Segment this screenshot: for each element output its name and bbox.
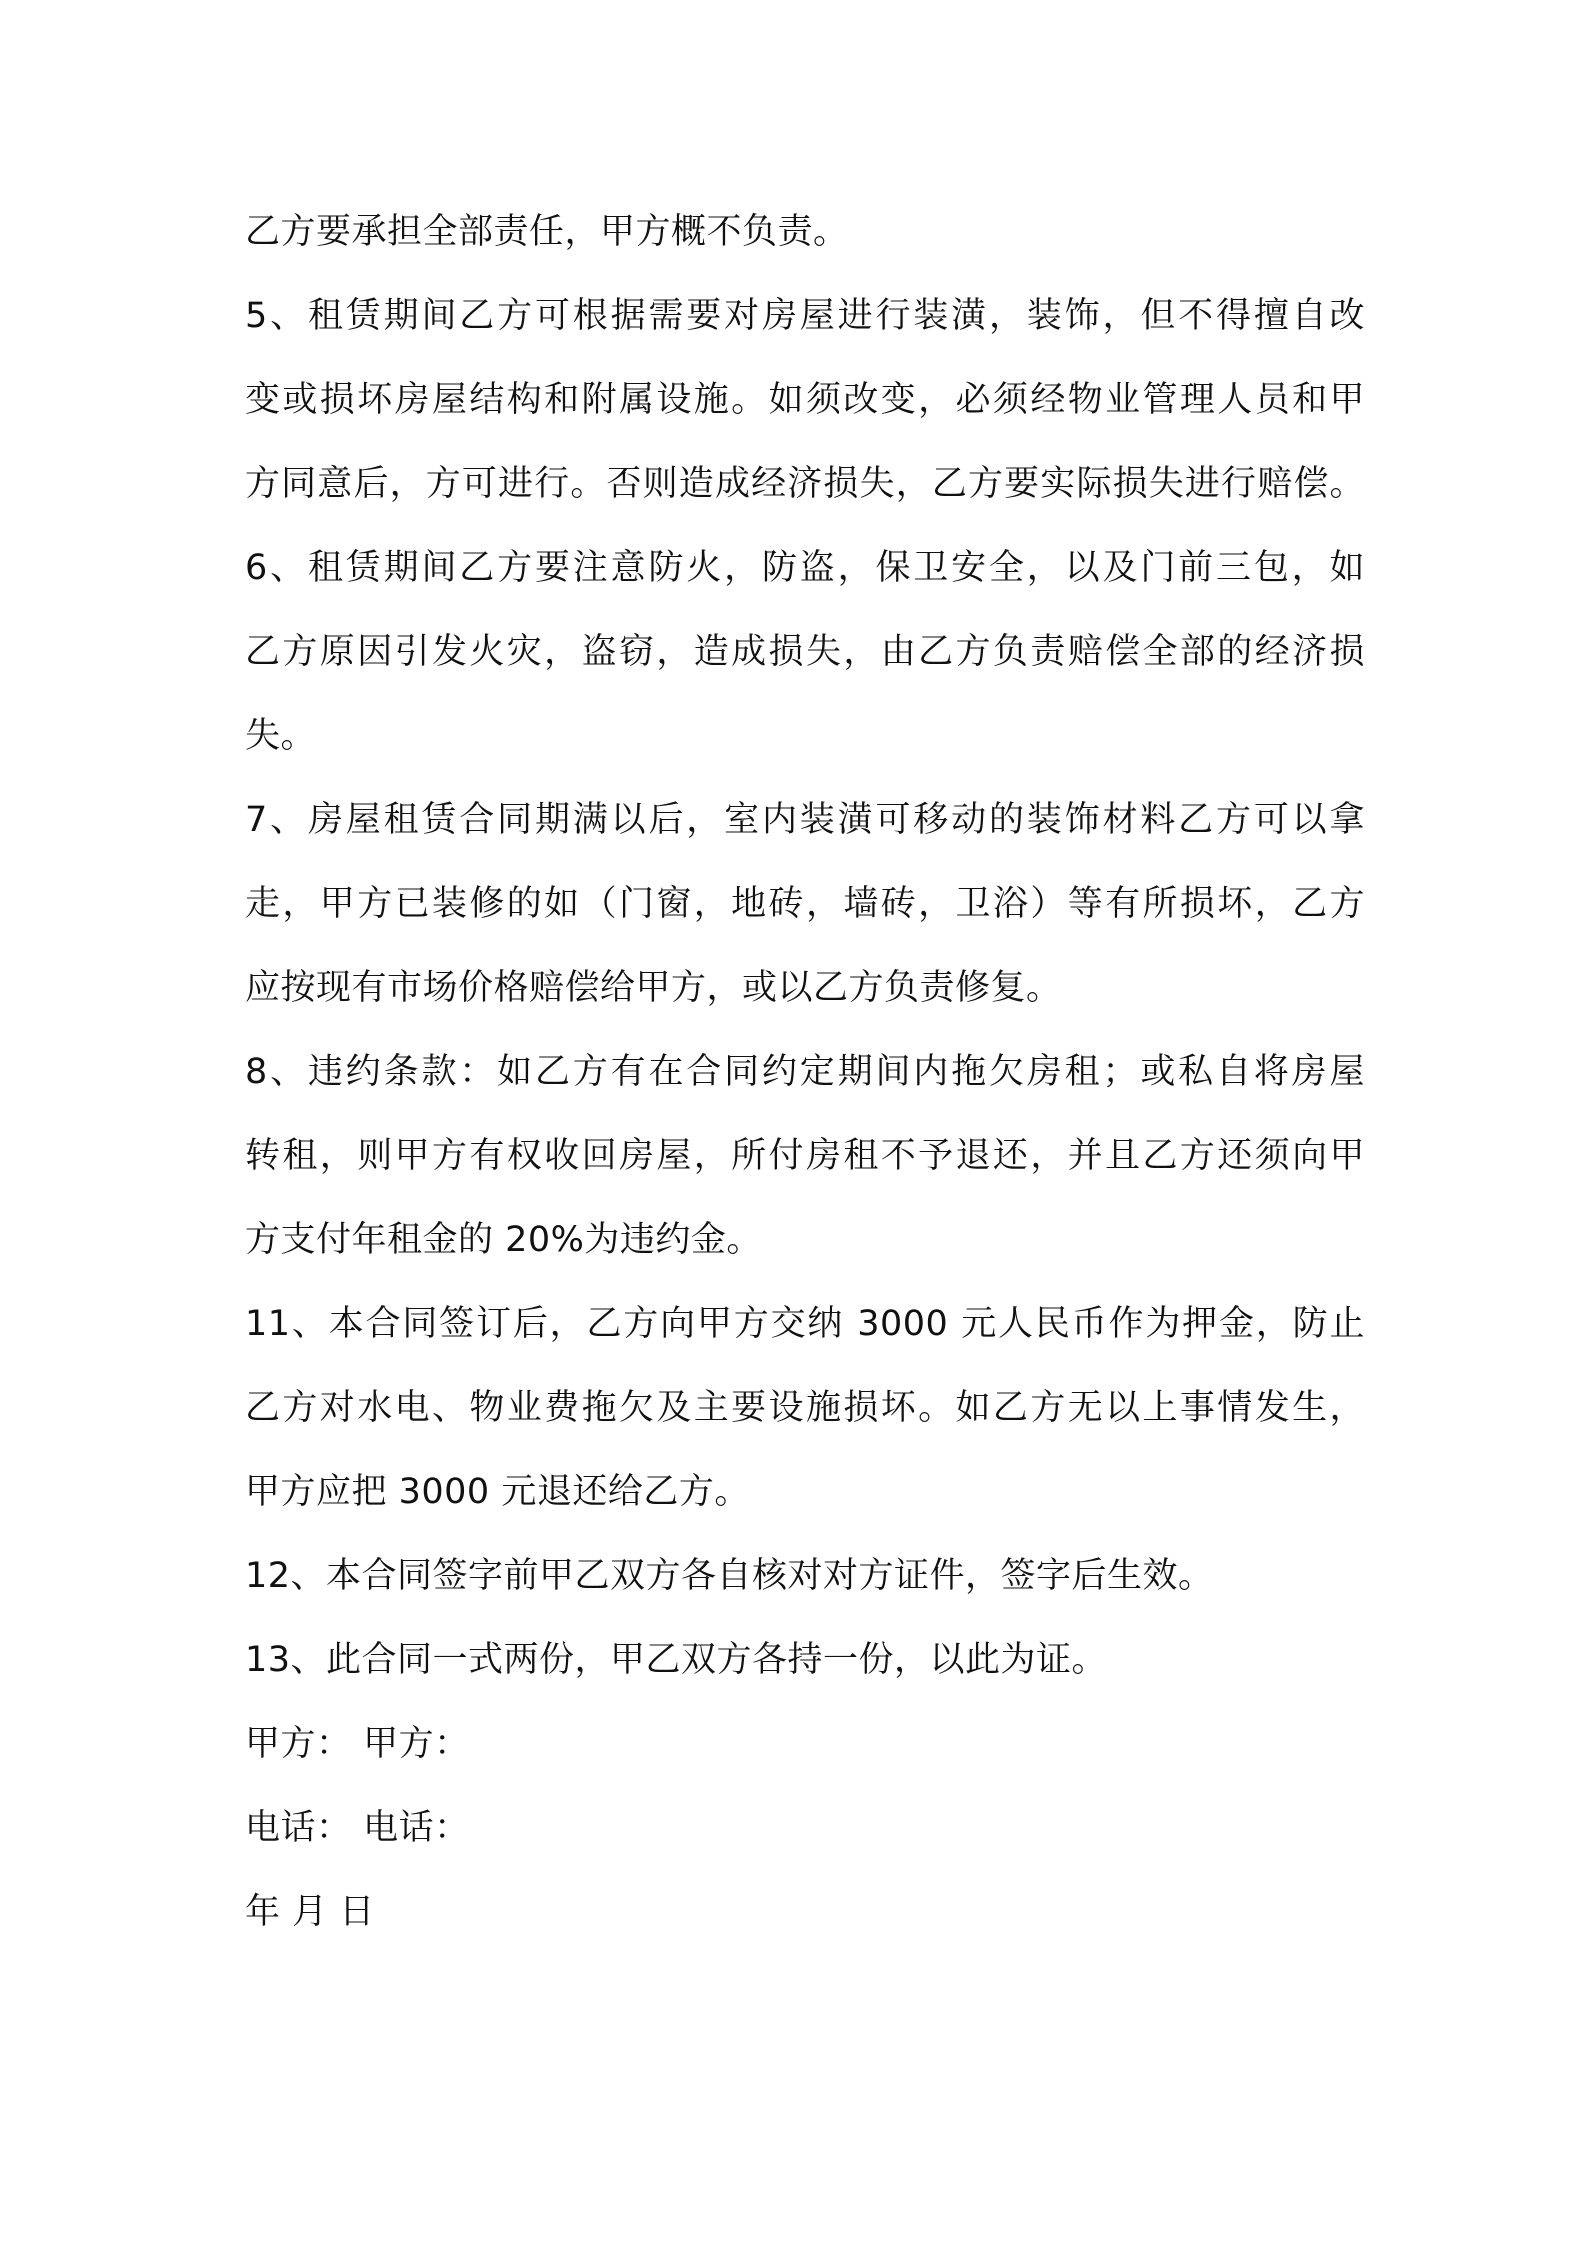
text-line: 变或损坏房屋结构和附属设施。如须改变，必须经物业管理人员和甲 (245, 380, 1365, 420)
text-line: 乙方要承担全部责任，甲方概不负责。 (245, 212, 849, 252)
signature-party-line: 甲方： 甲方： (245, 1724, 470, 1764)
text-line: 失。 (245, 716, 317, 756)
text-line: 甲方应把 3000 元退还给乙方。 (245, 1472, 750, 1512)
text-line: 13、此合同一式两份，甲乙双方各持一份，以此为证。 (245, 1640, 1108, 1680)
text-line: 11、本合同签订后，乙方向甲方交纳 3000 元人民币作为押金，防止 (245, 1304, 1365, 1344)
text-line: 乙方原因引发火灾，盗窃，造成损失，由乙方负责赔偿全部的经济损 (245, 632, 1365, 672)
text-line: 7、房屋租赁合同期满以后，室内装潢可移动的装饰材料乙方可以拿 (245, 800, 1365, 840)
signature-date-line: 年 月 日 (245, 1892, 375, 1932)
text-line: 方同意后，方可进行。否则造成经济损失，乙方要实际损失进行赔偿。 (245, 464, 1365, 504)
text-line: 8、违约条款：如乙方有在合同约定期间内拖欠房租；或私自将房屋 (245, 1052, 1365, 1092)
text-line: 走，甲方已装修的如（门窗，地砖，墙砖，卫浴）等有所损坏，乙方 (245, 884, 1365, 924)
text-line: 12、本合同签字前甲乙双方各自核对对方证件，签字后生效。 (245, 1556, 1214, 1596)
text-line: 乙方对水电、物业费拖欠及主要设施损坏。如乙方无以上事情发生， (245, 1388, 1365, 1428)
text-line: 转租，则甲方有权收回房屋，所付房租不予退还，并且乙方还须向甲 (245, 1136, 1365, 1176)
text-line: 方支付年租金的 20%为违约金。 (245, 1220, 762, 1260)
text-line: 应按现有市场价格赔偿给甲方，或以乙方负责修复。 (245, 968, 1062, 1008)
text-line: 6、租赁期间乙方要注意防火，防盗，保卫安全，以及门前三包，如 (245, 548, 1365, 588)
text-line: 5、租赁期间乙方可根据需要对房屋进行装潢，装饰，但不得擅自改 (245, 296, 1365, 336)
signature-phone-line: 电话： 电话： (245, 1808, 470, 1848)
contract-text (245, 190, 1365, 1954)
